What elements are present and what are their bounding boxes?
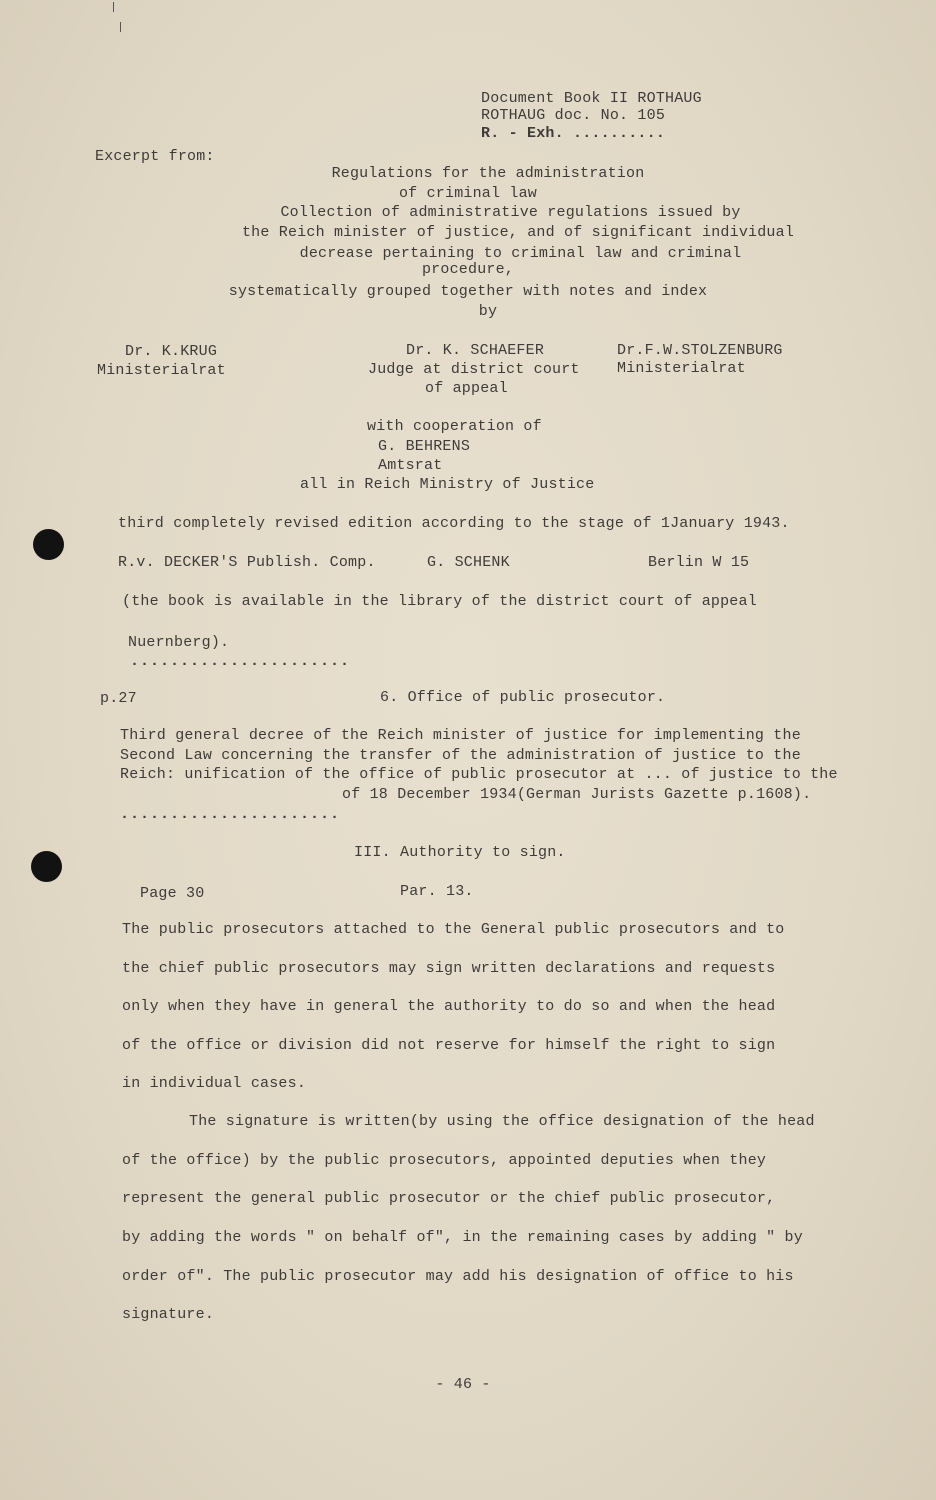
author-title: Ministerialrat: [617, 360, 746, 377]
decree-line: Second Law concerning the transfer of the administration of justice to the: [120, 747, 801, 764]
body-line: the chief public prosecutors may sign written declarations and requests: [122, 960, 776, 977]
author-title: Ministerialrat: [97, 362, 226, 379]
subsection-page: Page 30: [140, 885, 205, 902]
separator: ......................: [120, 806, 341, 823]
body-line: only when they have in general the authority to do so and when the head: [122, 998, 776, 1015]
title-line: the Reich minister of justice, and of significant individual: [241, 224, 795, 241]
title-line: systematically grouped together with notes and index: [228, 283, 708, 300]
title-line: by: [478, 303, 498, 320]
body-line: of the office or division did not reserve for himself the right to sign: [122, 1037, 776, 1054]
body-line: by adding the words " on behalf of", in the remaining cases by adding " by: [122, 1229, 803, 1246]
body-line: order of". The public prosecutor may add his designation of office to his: [122, 1268, 794, 1285]
header-line-3: R. - Exh. ..........: [481, 125, 666, 142]
decree-line: Reich: unification of the office of public prosecutor at ... of justice to the: [120, 766, 838, 783]
cooperation-line: Amtsrat: [378, 457, 443, 474]
title-line: decrease pertaining to criminal law and criminal: [299, 245, 742, 262]
publisher-name: R.v. DECKER'S Publish. Comp.: [118, 554, 376, 571]
cooperation-line: all in Reich Ministry of Justice: [300, 476, 595, 493]
publisher-owner: G. SCHENK: [427, 554, 510, 571]
decree-line: Third general decree of the Reich minister of justice for implementing the: [120, 727, 801, 744]
cooperation-line: G. BEHRENS: [378, 438, 471, 455]
author-title-2: of appeal: [425, 380, 508, 397]
body-line: The public prosecutors attached to the General public prosecutors and to: [122, 921, 785, 938]
body-line: of the office) by the public prosecutors, appointed deputies when they: [122, 1152, 767, 1169]
author-name: Dr.F.W.STOLZENBURG: [617, 342, 783, 359]
title-line: Regulations for the administration: [331, 165, 645, 182]
excerpt-label: Excerpt from:: [95, 148, 215, 165]
subsection-paragraph: Par. 13.: [400, 883, 474, 900]
header-line-2: ROTHAUG doc. No. 105: [481, 107, 666, 124]
subsection-title: III. Authority to sign.: [354, 844, 566, 861]
author-name: Dr. K. SCHAEFER: [406, 342, 545, 359]
section-title: 6. Office of public prosecutor.: [380, 689, 666, 706]
margin-mark: [113, 2, 114, 12]
author-title: Judge at district court: [368, 361, 580, 378]
body-line: The signature is written(by using the office designation of the head: [189, 1113, 815, 1130]
title-line: procedure,: [421, 261, 514, 278]
separator: ......................: [130, 653, 351, 670]
availability-line: (the book is available in the library of the district court of appeal: [122, 593, 757, 610]
publisher-place: Berlin W 15: [648, 554, 750, 571]
author-name: Dr. K.KRUG: [125, 343, 218, 360]
availability-line: Nuernberg).: [128, 634, 230, 651]
punch-hole-top: [33, 529, 64, 560]
margin-mark: [120, 22, 121, 32]
body-line: signature.: [122, 1306, 215, 1323]
body-line: in individual cases.: [122, 1075, 307, 1092]
decree-line: of 18 December 1934(German Jurists Gazette p.1608).: [342, 786, 812, 803]
cooperation-line: with cooperation of: [367, 418, 542, 435]
page-number: - 46 -: [435, 1376, 491, 1393]
edition-line: third completely revised edition according to the stage of 1January 1943.: [118, 515, 790, 532]
punch-hole-bottom: [31, 851, 62, 882]
header-line-1: Document Book II ROTHAUG: [481, 90, 702, 107]
body-line: represent the general public prosecutor or the chief public prosecutor,: [122, 1190, 776, 1207]
title-line: of criminal law: [398, 185, 538, 202]
section-page: p.27: [100, 690, 137, 707]
title-line: Collection of administrative regulations issued by: [280, 204, 741, 221]
